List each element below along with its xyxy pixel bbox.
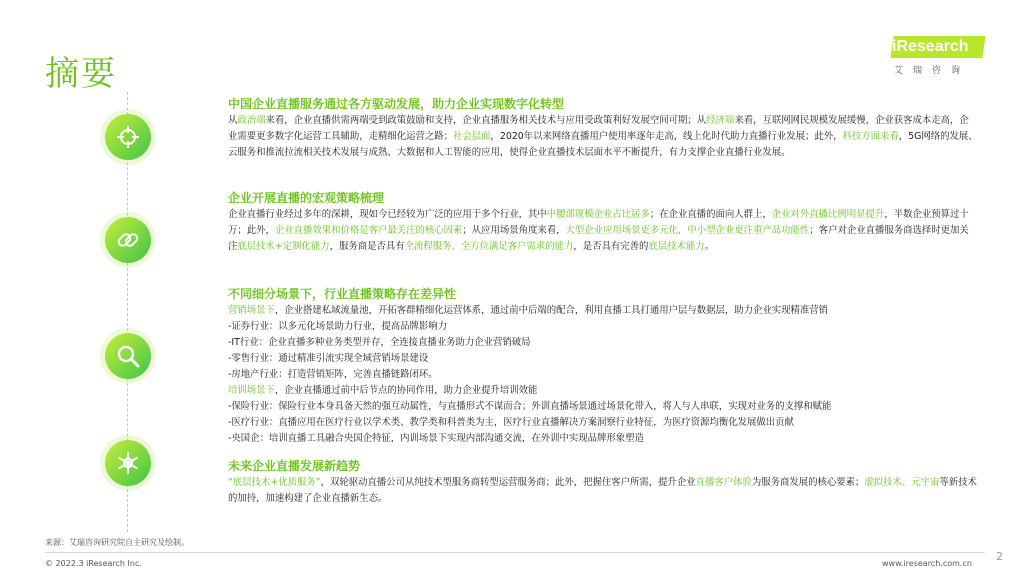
paragraph: [228, 113, 978, 161]
highlight-text: 培训场景下: [228, 385, 275, 396]
body-text: -房地产行业：打造营销矩阵，完善直播链路闭环。: [228, 369, 438, 380]
logo-brand: iResearch: [892, 38, 969, 55]
paragraph: [228, 351, 978, 367]
body-text: 企业直播行业经过多年的深耕，现如今已经较为广泛的应用于多个行业，其中: [228, 209, 547, 220]
body-text: 来看，企业直播供需两端受到政策鼓励和支持，企业直播服务相关技术与应用受政策利好发展空间可期；从: [265, 115, 707, 126]
section-title: 中国企业直播服务通过各方驱动发展，助力企业实现数字化转型: [228, 97, 565, 111]
body-text: ，5G网络的发展、云服务和推流拉流相关技术发展与成熟、大数据和人工智能的应用，使得企业直播技术层面水平不断提升，有力支撑企业直播行业发展。: [228, 131, 978, 158]
section-title: 不同细分场景下，行业直播策略存在差异性: [228, 287, 457, 301]
body-text: ；客户对企业直播服务商选择时更加关注: [228, 225, 969, 252]
body-text: -医疗行业：直播应用在医疗行业以学术类、教学类和科普类为主，医疗行业直播解决方案洞察行业特征，为医疗资源均衡化发展做出贡献: [228, 417, 794, 428]
body-text: 为服务商发展的核心要素；: [751, 477, 865, 488]
section-title: 企业开展直播的宏观策略梳理: [228, 191, 385, 205]
website-url: www.iresearch.com.cn: [882, 559, 972, 568]
section-body: [228, 113, 978, 161]
body-text: ；从应用场景角度来看，: [462, 225, 566, 236]
body-text: -证券行业：以多元化场景助力行业，提高品牌影响力: [228, 321, 448, 332]
highlight-text: 营销场景下: [228, 305, 275, 316]
paragraph: [228, 475, 978, 507]
highlight-text: 底层技术能力: [648, 241, 705, 252]
highlight-text: 虚拟技术、元宇宙: [864, 477, 940, 488]
highlight-text: 政治端: [237, 115, 266, 126]
paragraph: [228, 207, 978, 255]
body-text: -零售行业：通过精准引流实现全域营销场景建设: [228, 353, 429, 364]
body-text: ，半数企业预算过十万；此外，: [228, 209, 969, 236]
snowflake-icon: [105, 440, 151, 486]
highlight-text: 企业直播效果和价格是客户最关注的核心因素: [274, 225, 463, 236]
highlight-text: “底层技术+优质服务”: [228, 477, 321, 488]
section-trends: [228, 458, 978, 507]
highlight-text: 科技方面来看: [842, 131, 899, 142]
body-text: 来看，互联网网民规模发展缓慢，企业获客成本走高，企业需要更多数字化运营工具辅助，走精细化运营之路；: [228, 115, 969, 142]
section-body: [228, 303, 978, 447]
section-title: 未来企业直播发展新趋势: [228, 459, 361, 473]
iresearch-logo: [886, 34, 986, 78]
highlight-text: 中腰部规模企业占比居多: [546, 209, 650, 220]
highlight-text: 社会层面: [453, 131, 491, 142]
highlight-text: 直播客户体验: [695, 477, 752, 488]
link-icon: [105, 217, 151, 263]
body-text: ，企业直播通过前中后节点的协同作用，助力企业提升培训效能: [274, 385, 538, 396]
footer-divider: [45, 552, 985, 553]
paragraph: [228, 431, 978, 447]
paragraph: [228, 415, 978, 431]
paragraph: [228, 319, 978, 335]
paragraph: [228, 303, 978, 319]
body-text: ，企业搭建私域流量池，开拓客群精细化运营体系，通过前中后端的配合，利用直播工具打通用户层与数据层，助力企业实现精准营销: [274, 305, 829, 316]
paragraph: [228, 383, 978, 399]
section-strategy: [228, 190, 978, 255]
paragraph: [228, 367, 978, 383]
highlight-text: 企业对外直播比例明显提升: [771, 209, 885, 220]
search-icon: [105, 333, 151, 379]
section-body: [228, 207, 978, 255]
body-text: 从: [228, 115, 238, 126]
section-body: [228, 475, 978, 507]
paragraph: [228, 399, 978, 415]
highlight-text: 经济端: [706, 115, 735, 126]
body-text: ，服务商是否具有: [329, 241, 405, 252]
body-text: 等新技术的加持，加速构建了企业直播新生态。: [228, 477, 977, 504]
body-text: -保险行业：保险行业本身具备天然的强互动属性，与直播形式不谋而合；外训直播场景通过场景化带入，将人与人串联，实现对业务的支撑和赋能: [228, 401, 832, 412]
crosshair-icon: [105, 114, 151, 160]
body-text: ，双轮驱动直播公司从纯技术型服务商转型运营服务商；此外，把握住客户所需，提升企业: [320, 477, 696, 488]
body-text: 。: [704, 241, 715, 252]
source-note: 来源：艾瑞咨询研究院自主研究及绘制。: [45, 538, 189, 547]
body-text: -IT行业：企业直播多种业务类型并存，全连接直播业务助力企业营销破局: [228, 337, 531, 348]
body-text: -央国企：培训直播工具融合央国企特征，内训场景下实现内部沟通交流，在外训中实现品牌形象塑造: [228, 433, 644, 444]
highlight-text: 底层技术+定制化能力: [237, 241, 330, 252]
highlight-text: 大型企业应用场景更多元化，中小型企业更注重产品功能性: [565, 225, 810, 236]
page-title: 摘要: [45, 54, 117, 94]
section-drivers: [228, 96, 978, 161]
logo-subtitle: 艾瑞咨询: [894, 66, 971, 76]
paragraph: [228, 335, 978, 351]
copyright: © 2022.3 iResearch Inc.: [45, 559, 142, 568]
body-text: ；在企业直播的面向人群上，: [649, 209, 772, 220]
highlight-text: 全流程服务、全方位满足客户需求的能力: [404, 241, 574, 252]
body-text: ，2020年以来网络直播用户使用率逐年走高，线上化时代助力直播行业发展；此外，: [490, 131, 843, 142]
page-number: 2: [996, 550, 1003, 563]
section-scenarios: [228, 286, 978, 447]
body-text: ，是否具有完善的: [573, 241, 649, 252]
